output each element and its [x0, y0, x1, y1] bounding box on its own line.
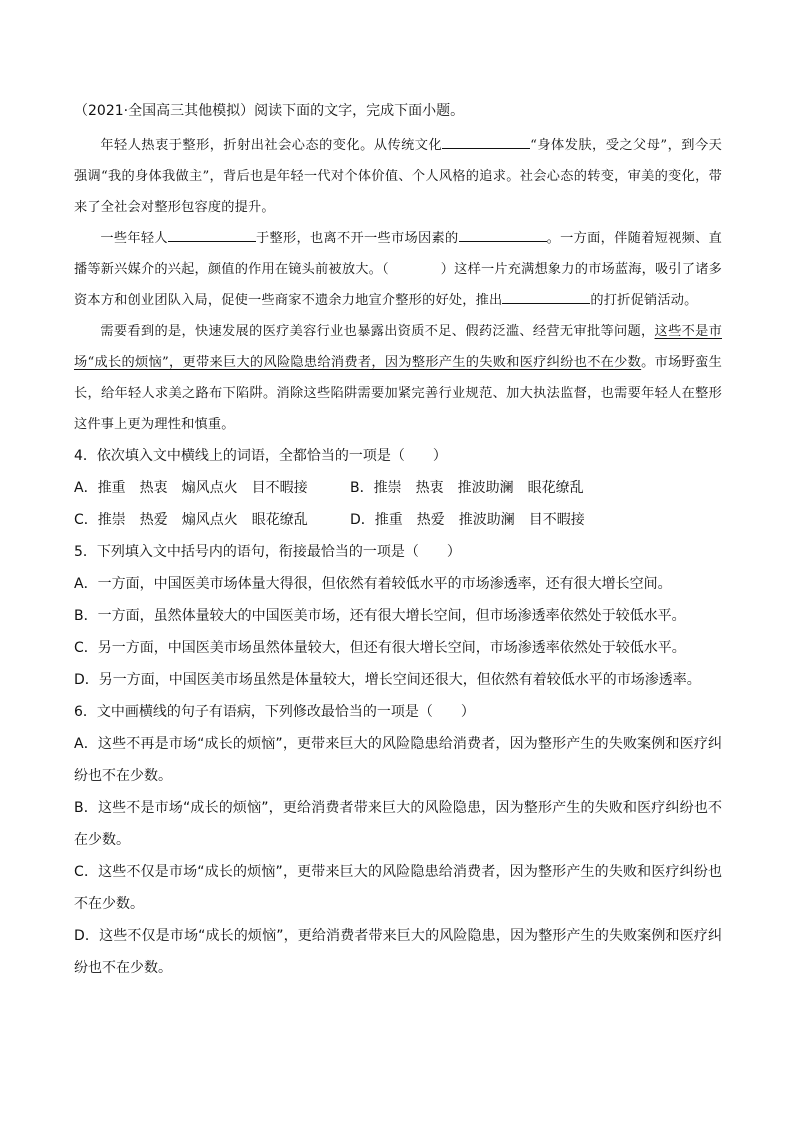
option-c: C．推崇 热爱 煽风点火 眼花缭乱 [74, 512, 308, 528]
question-intro: （2021·全国高三其他模拟）阅读下面的文字，完成下面小题。 [74, 103, 465, 119]
passage-text: 一些年轻人 [100, 231, 168, 246]
question-stem: 5．下列填入文中括号内的语句，衔接最恰当的一项是（ ） [74, 544, 461, 560]
underlined-sentence: 这些不是市场“成长的烦恼”，更带来巨大的风险隐患给消费者，因为整形产生的失败和医疗纠纷也不在少数 [74, 324, 722, 370]
question-5 [74, 536, 722, 696]
fill-blank-2 [168, 227, 256, 242]
option-d: D．这些不仅是市场“成长的烦恼”，更给消费者带来巨大的风险隐患，因为整形产生的失败案例和医疗纠纷也不在少数。 [74, 928, 722, 976]
option-row [74, 472, 722, 504]
passage-text: 。市场野蛮生长，给年轻人求美之路布下陷阱。消除这些陷阱需要加紧完善行业规范、加大执法监督，也需要年轻人在整形这件事上更为理性和慎重。 [74, 355, 722, 432]
question-stem: 6．文中画横线的句子有语病，下列修改最恰当的一项是（ ） [74, 704, 475, 720]
passage-text: “身体发肤，受之父母”，到今天强调“我的身体我做主”，背后也是年轻一代对个体价值、个人风格的追求。社会心态的转变，审美的变化，带来了全社会对整形包容度的提升。 [74, 138, 723, 215]
option-row [74, 504, 722, 536]
option-b: B．一方面，虽然体量较大的中国医美市场，还有很大增长空间，但市场渗透率依然处于较低水平。 [74, 608, 686, 624]
question-stem: 4．依次填入文中横线上的词语，全都恰当的一项是（ ） [74, 448, 447, 464]
passage-text: 。一方面，伴随着短视频、直播等新兴媒介的兴起，颜值的作用在镜头前被放大。（ [74, 231, 722, 277]
option-b: B．推崇 热衷 推波助澜 眼花缭乱 [350, 480, 584, 496]
option-a: A．推重 热衷 煽风点火 目不暇接 [74, 480, 308, 496]
question-6 [74, 696, 722, 984]
option-c: C．另一方面，中国医美市场虽然体量较大，但还有很大增长空间，市场渗透率依然处于较低水平。 [74, 640, 686, 656]
option-b: B．这些不是市场“成长的烦恼”，更给消费者带来巨大的风险隐患，因为整形产生的失败和医疗纠纷也不在少数。 [74, 800, 722, 848]
passage-text: 年轻人热衷于整形，折射出社会心态的变化。从传统文化 [100, 138, 443, 153]
question-4 [74, 440, 722, 536]
exam-page [74, 100, 722, 984]
passage-paragraph-3 [74, 316, 722, 440]
passage-text: 需要看到的是，快速发展的医疗美容行业也暴露出资质不足、假药泛滥、经营无审批等问题， [100, 324, 655, 339]
fill-blank-3 [459, 227, 547, 242]
option-d: D．推重 热爱 推波助澜 目不暇接 [350, 512, 585, 528]
passage-text: ）这样一片充满想象力的市场蓝海，吸引了诸多资本方和创业团队入局，促使一些商家不遗余力地宣介整形的好处，推出 [74, 262, 722, 308]
passage-text: 的打折促销活动。 [590, 293, 698, 308]
reading-passage [74, 130, 722, 440]
option-a: A．这些不再是市场“成长的烦恼”，更带来巨大的风险隐患给消费者，因为整形产生的失败案例和医疗纠纷也不在少数。 [74, 736, 722, 784]
passage-text: 于整形，也离不开一些市场因素的 [255, 231, 459, 246]
option-d: D．另一方面，中国医美市场虽然是体量较大，增长空间还很大，但依然有着较低水平的市场渗透率。 [74, 672, 701, 688]
passage-paragraph-2 [74, 223, 722, 316]
fill-blank-4 [502, 289, 590, 304]
fill-blank-1 [442, 134, 530, 149]
option-a: A．一方面，中国医美市场体量大得很，但依然有着较低水平的市场渗透率，还有很大增长空间。 [74, 576, 672, 592]
option-c: C．这些不仅是市场“成长的烦恼”，更带来巨大的风险隐患给消费者，因为整形产生的失败和医疗纠纷也不在少数。 [74, 864, 722, 912]
passage-paragraph-1 [74, 130, 722, 223]
